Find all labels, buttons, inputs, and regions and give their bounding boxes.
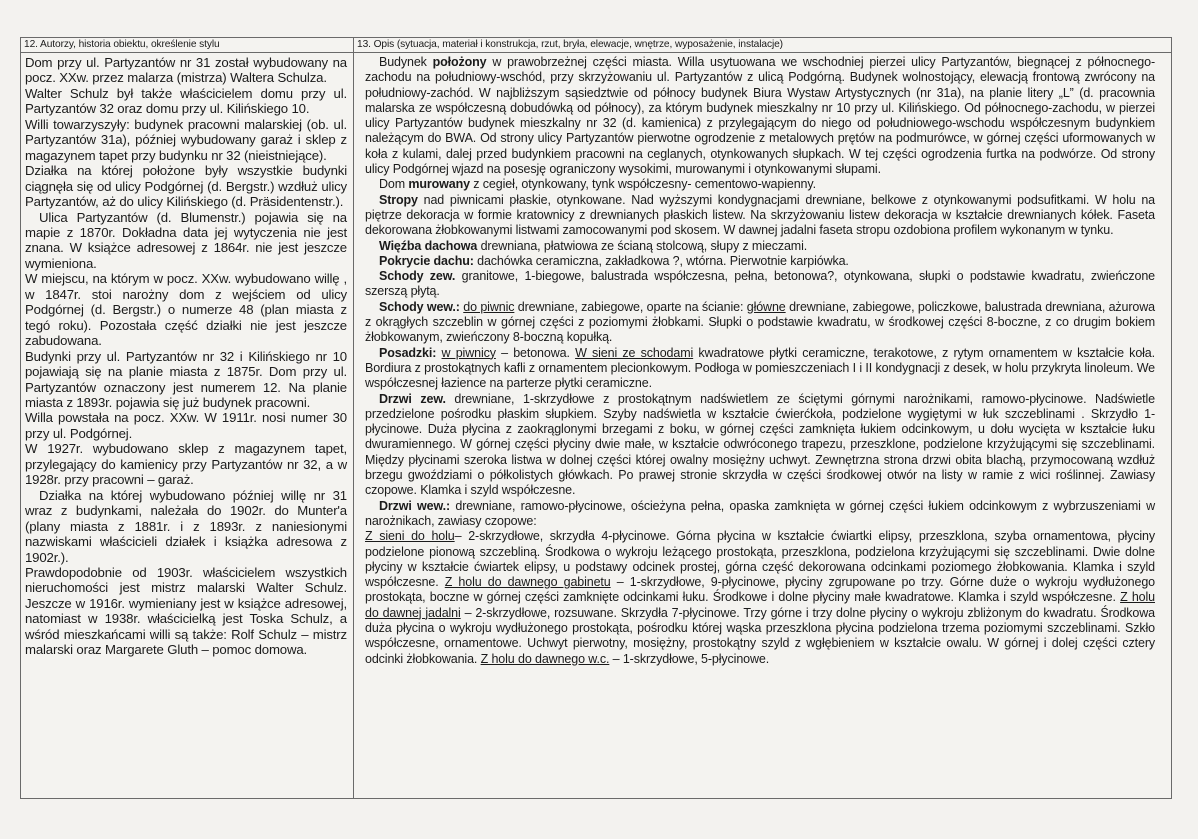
history-paragraph: Ulica Partyzantów (d. Blumenstr.) pojawia się na mapie z 1870r. Dokładna data jej wytyczenia nie jest znana. W książce adresowej z 1864r. nie jest jeszcze wymieniona. bbox=[25, 209, 347, 271]
history-paragraph: Budynki przy ul. Partyzantów nr 32 i Kilińskiego nr 10 pojawiają się na planie miasta z 1875r. Dom przy ul. Partyzantów oznaczony jest numerem 12. Na planie miasta z 1893r. pojawia się już budynek pracowni. bbox=[25, 348, 347, 410]
internal-stairs-paragraph: Schody wew.: do piwnic drewniane, zabiegowe, oparte na ścianie: główne drewniane, zabiegowe, policzkowe, balustrada drewniana, ażurowa z okrągłych szczeblin w górnej części z poziomymi żłobkami. Słupki o podstawie kwadratu, w środkowej części 8-boczne, z co drugim bokiem żłobkowanym, zwieńczony 8-boczną kopułką. bbox=[365, 299, 1156, 345]
walls-paragraph: Dom murowany z cegieł, otynkowany, tynk współczesny- cementowo-wapienny. bbox=[379, 177, 816, 192]
history-text bbox=[21, 53, 353, 658]
history-section-header: 12. Autorzy, historia obiektu, określenie stylu bbox=[21, 38, 353, 53]
history-column bbox=[21, 38, 354, 798]
description-section-header: 13. Opis (sytuacja, materiał i konstrukcja, rzut, bryła, elewacje, wnętrze, wyposażenie, instalacje) bbox=[354, 38, 1171, 53]
inventory-card-sheet bbox=[20, 37, 1172, 799]
description-text bbox=[354, 53, 1171, 667]
history-paragraph: W 1927r. wybudowano sklep z magazynem tapet, przylegający do kamienicy przy Partyzantów nr 32, a w 1928r. przy pracowni – garaż. bbox=[25, 441, 347, 488]
description-column bbox=[354, 38, 1171, 798]
internal-doors-paragraph: Drzwi wew.: drewniane, ramowo-płycinowe, ościeżyna pełna, opaska zamknięta w górnej części łukiem odcinkowym z wybrzuszeniami w narożnikach, zawiasy czopowe: bbox=[365, 498, 1155, 528]
history-paragraph: Willa powstała na pocz. XXw. W 1911r. nosi numer 30 przy ul. Podgórnej. bbox=[25, 410, 347, 441]
history-paragraph: Walter Schulz był także właścicielem domu przy ul. Partyzantów 32 oraz domu przy ul. Kilińskiego 10. bbox=[25, 85, 347, 117]
history-paragraph: Prawdopodobnie od 1903r. właścicielem wszystkich nieruchomości jest mistrz malarski Walter Schulz. Jeszcze w 1916r. wymieniany jest w książce adresowej, natomiast w 1938r. właścicielką jest Toska Schulz, a wśród mieszkańcami willi są także: Rolf Schulz – mistrz malarski oraz Margarete Gluth – pomoc domowa. bbox=[25, 564, 347, 658]
external-stairs-paragraph: Schody zew. granitowe, 1-biegowe, balustrada współczesna, pełna, betonowa?, otynkowana, słupki o podstawie kwadratu, zwieńczone szerszą płytą. bbox=[365, 269, 1155, 299]
history-paragraph: Dom przy ul. Partyzantów nr 31 został wybudowany na pocz. XXw. przez malarza (mistrza) Waltera Schulza. bbox=[25, 55, 347, 86]
external-doors-paragraph: Drzwi zew. drewniane, 1-skrzydłowe z prostokątnym nadświetlem ze ściętymi górnymi narożnikami, ramowo-płycinowe. Nadświetle przedzielone pośrodku płaskim słupkiem. Szyby nadświetla w kształcie ćwierćkoła, podzielone wygiętymi w łuk szczeblinami . Skrzydło 1-płycinowe. Duża płycina z zaokrąglonymi brzegami z boku, w górnej części zamknięta łukiem odcinkowym, u dołu wycięta w kształcie łuku dwuramiennego. W górnej części płyciny dwie małe, w kształcie odwróconego trapezu, przeszklone, podzielone krzyżującymi się szczeblinami. Między płycinami szeroka listwa w dolnej części której owalny mosiężny uchwyt. Zewnętrzna strona drzwi obita blachą, przymocowaną wzdłuż brzegu gwoździami o półkolistych główkach. Po prawej stronie skrzydła w części środkowej otwór na listy w ramie z wici roślinnej. Zawiasy czopowe. Klamka i szyld współczesne. bbox=[365, 391, 1155, 498]
history-paragraph: Willi towarzyszyły: budynek pracowni malarskiej (ob. ul. Partyzantów 31a), później wybudowany garaż i sklep z magazynem tapet przy budynku nr 32 (nieistniejące). bbox=[25, 116, 347, 163]
floors-paragraph: Posadzki: w piwnicy – betonowa. W sieni ze schodami kwadratowe płytki ceramiczne, terakotowe, z rytym ornamentem w kształcie koła. Bordiura z prostokątnych kafli z ornamentem plecionkowym. Podłoga w pomieszczeniach I i II kondygnacji z desek, w holu przykryta linoleum. We współczesnej łazience na parterze płytki ceramiczne. bbox=[365, 345, 1155, 391]
roofing-paragraph: Pokrycie dachu: dachówka ceramiczna, zakładkowa ?, wtórna. Pierwotnie karpiówka. bbox=[379, 253, 849, 268]
location-paragraph: Budynek położony w prawobrzeżnej części miasta. Willa usytuowana we wschodniej pierzei ulicy Partyzantów, biegnącej z północnego-zachodu na południowy-wschód, przy skrzyżowaniu ul. Partyzantów z ulicą Podgórną. Budynek wolnostojący, elewacją frontową zwrócony na południowy-zachód. W najbliższym sąsiedztwie od północy budynek Biura Wystaw Artystycznych (nr 31a), na planie litery „L” (d. pracownia malarska ze współczesną dobudówką od północy), za którym budynek mieszkalny nr 10 przy ul. Kilińskiego. Od północnego-zachodu, w pierzei ulicy Partyzantów budynek mieszkalny nr 32 (d. kamienica) z przylegającym do niego od południowego-wschodu współczesnym budynkiem należącym do BWA. Od strony ulicy Partyzantów pierwotne ogrodzenie z metalowych prętów na podmurówce, w górnej części uformowanych w koła z kulami, dalej przed budynkiem pracowni na ceglanych, otynkowanych słupkach. W tej części ogrodzenia furtka na podwórze. Od strony ulicy Podgórnej wjazd na posesję ograniczony wysokimi, murowanymi i otynkowanymi słupami. bbox=[365, 55, 1155, 177]
roof-truss-paragraph: Więźba dachowa drewniana, płatwiowa ze ścianą stolcową, słupy z mieczami. bbox=[379, 238, 808, 253]
history-paragraph: Działka na której wybudowano później willę nr 31 wraz z budynkami, należała do 1902r. do Munter'a (plany miasta z 1881r. i z 1893r. z naniesionymi nazwiskami właścicieli działek i książka adresowa z 1902r.). bbox=[25, 487, 347, 565]
history-paragraph: Działka na której położone były wszystkie budynki ciągnęła się od ulicy Podgórnej (d. Bergstr.) wzdłuż ulicy Partyzantów, aż do ulicy Kilińskiego (d. Präsidentenstr.). bbox=[25, 163, 347, 210]
ceilings-paragraph: Stropy nad piwnicami płaskie, otynkowane. Nad wyższymi kondygnacjami drewniane, belkowe z otynkowanymi podsufitkami. W holu na piętrze dekoracja w formie kratownicy z drewnianych płaskich listew. Na skrzyżowaniu listew dekoracja w kształcie drewnianych kółek. Faseta dekorowana żłobkowanymi listwami zamocowanymi pod skosem. W dawnej jadalni faseta stropu ozdobiona profilem wykonanym w tynku. bbox=[365, 192, 1155, 238]
internal-doors-details-paragraph: Z sieni do holu– 2-skrzydłowe, skrzydła 4-płycinowe. Górna płycina w kształcie ćwiartki elipsy, przeszklona, szyba ornamentowa, płyciny podzielone pionową szczebliną. Środkowa o wykroju leżącego prostokąta, przeszklona, podzielona krzyżującymi się szczeblinami. Dwie dolne płyciny w kształcie ćwiartek elipsy, u podstawy odcinek prostej, górna część dekorowana odcinkami poziomego żłobkowania. Klamka i szyld współczesne. Z holu do dawnego gabinetu – 1-skrzydłowe, 9-płycinowe, płyciny zgrupowane po trzy. Górne duże o wykroju wydłużonego prostokąta, boczne w górnej części zamknięte odcinkami łuku. Środkowe i dolne płyciny małe kwadratowe. Klamka i szyld współczesne. Z holu do dawnej jadalni – 2-skrzydłowe, rozsuwane. Skrzydła 7-płycinowe. Trzy górne i trzy dolne płyciny o wykroju zbliżonym do kwadratu. Środkowa duża płycina o wykroju wydłużonego prostokąta, pośrodku której wąska przeszklona płycina podzielona trzema poziomymi szczeblinami. Szkło współczesne, ornamentowe. Uchwyt pierwotny, mosiężny, prostokątny szyld z wgłębieniem w kształcie owalu. W górnej i dolej części cztery odcinki żłobkowania. Z holu do dawnego w.c. – 1-skrzydłowe, 5-płycinowe. bbox=[365, 529, 1155, 666]
history-paragraph: W miejscu, na którym w pocz. XXw. wybudowano willę , w 1847r. stoi narożny dom z wejściem od ulicy Podgórnej (d. Bergstr.) o numerze 48 (plan miasta z tegó roku). Pozostała część działki nie jest jeszcze zabudowana. bbox=[25, 271, 347, 349]
